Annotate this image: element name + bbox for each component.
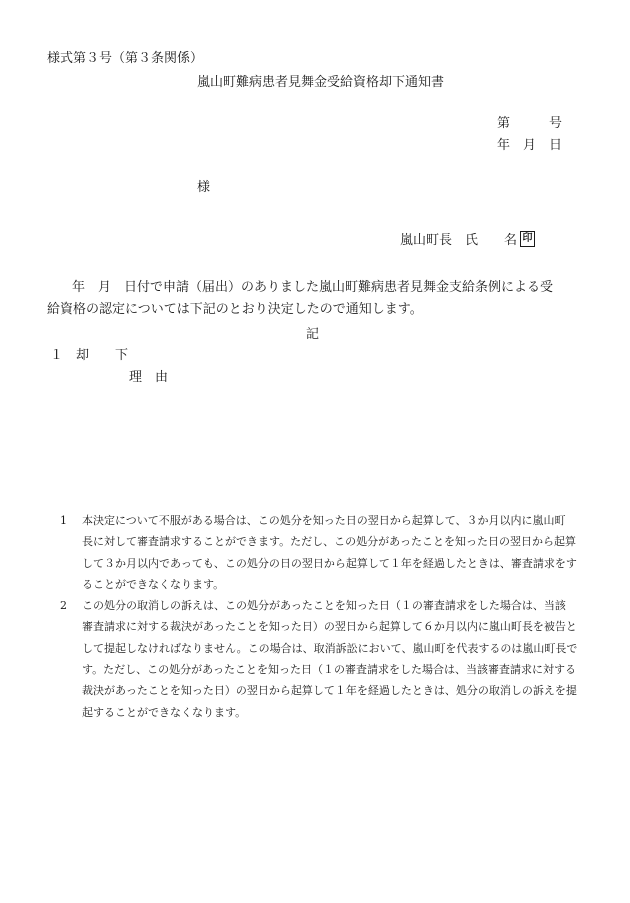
notes-section xyxy=(60,510,590,723)
issuer xyxy=(400,229,535,248)
document-date: 年 月 日 xyxy=(497,138,563,153)
note-line: して提起しなければなりません。この場合は、取消訴訟において、嵐山町を代表するのは嵐山町長で xyxy=(82,641,578,655)
note-line: す。ただし、この処分があったことを知った日（１の審査請求をした場合は、当該審査請求に対する xyxy=(82,663,577,677)
body-line-2: 給資格の認定については下記のとおり決定したので通知します。 xyxy=(47,302,423,317)
note-text xyxy=(82,510,590,595)
note-line: 審査請求に対する裁決があったことを知った日）の翌日から起算して６か月以内に嵐山町長を被告と xyxy=(82,620,577,634)
body-text xyxy=(47,277,587,321)
note-line: 本決定について不服がある場合は、この処分を知った日の翌日から起算して、３か月以内に嵐山町 xyxy=(82,514,566,527)
issuer-name: 嵐山町長 氏 名 xyxy=(400,233,518,248)
document-title: 嵐山町難病患者見舞金受給資格却下通知書 xyxy=(197,75,445,90)
note-text xyxy=(82,595,590,723)
item-rejection: １ 却 下 xyxy=(50,348,129,363)
ki-heading: 記 xyxy=(306,327,320,342)
note-line: して３か月以内であっても、この処分の日の翌日から起算して１年を経過したときは、審査請求をす xyxy=(82,556,577,570)
note-line: 裁決があったことを知った日）の翌日から起算して１年を経過したときは、処分の取消しの訴えを提 xyxy=(82,684,577,698)
note-line: この処分の取消しの訴えは、この処分があったことを知った日（１の審査請求をした場合は、当該 xyxy=(82,599,566,613)
note-item xyxy=(60,595,590,723)
addressee: 様 xyxy=(197,180,211,195)
document-number: 第 号 xyxy=(497,116,563,131)
seal-mark: 印 xyxy=(520,231,535,247)
note-item xyxy=(60,510,590,595)
note-line: 長に対して審査請求することができます。ただし、この処分があったことを知った日の翌日から起算 xyxy=(82,535,577,549)
note-line: ることができなくなります。 xyxy=(82,577,225,591)
reason-label: 理 由 xyxy=(129,370,169,385)
form-number: 様式第３号（第３条関係） xyxy=(47,51,204,66)
note-number: 2 xyxy=(60,599,67,613)
note-line: 起することができなくなります。 xyxy=(82,705,247,719)
body-line-1: 年 月 日付で申請（届出）のありました嵐山町難病患者見舞金支給条例による受 xyxy=(72,280,554,295)
note-number: 1 xyxy=(60,514,67,527)
